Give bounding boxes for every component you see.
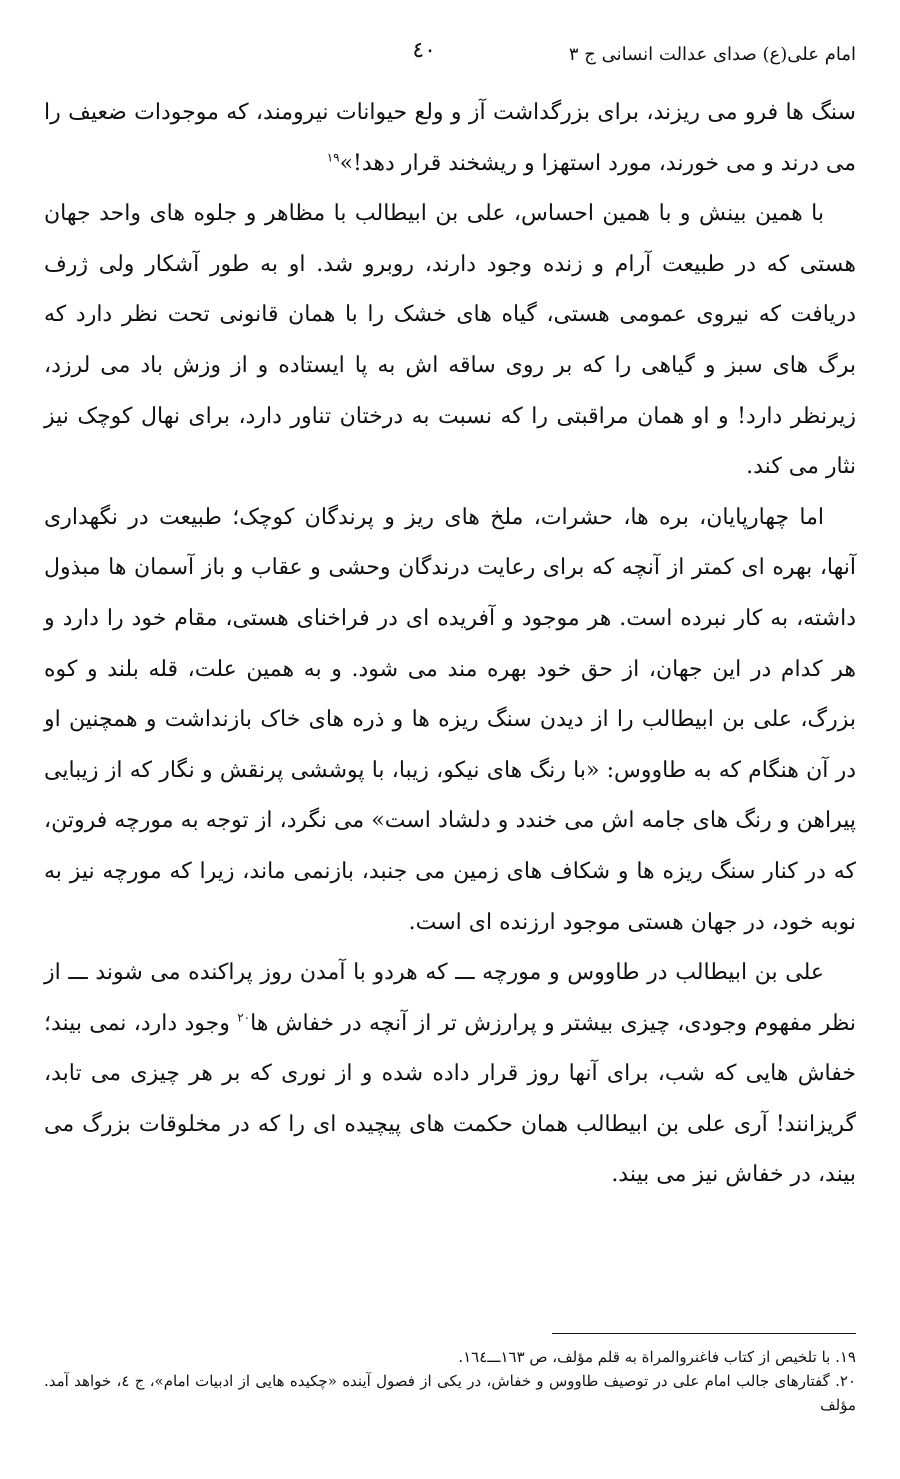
running-head-title: امام علی(ع) صدای عدالت انسانی ج ۳ — [568, 44, 856, 65]
paragraph-text-before-ref: علی بن ابیطالب در طاووس و مورچه ـــ که هردو با آمدن روز پراکنده می شوند ـــ از نظر مفهوم وجودی، چیزی بیشتر و پرارزش تر از آنچه در خفاش ها — [44, 960, 856, 1036]
paragraph-text: سنگ ها فرو می ریزند، برای بزرگداشت آز و ولع حیوانات نیرومند، که موجودات ضعیف را می درند و می خورند، مورد استهزا و ریشخند قرار دهد!» — [44, 100, 856, 176]
paragraph-4 — [44, 948, 856, 1201]
body-text — [44, 88, 856, 1201]
paragraph-1 — [44, 88, 856, 189]
footnote-separator — [552, 1333, 856, 1334]
footnotes — [44, 1345, 856, 1417]
footnote-19: ١٩. با تلخیص از کتاب فاغنروالمراة به قلم مؤلف، ص ١٦٣ـــ١٦٤. — [458, 1348, 856, 1366]
page-header — [44, 38, 856, 74]
footnote-20: ٢٠. گفتارهای جالب امام علی در توصیف طاووس و خفاش، در یکی از فصول آینده «چکیده هایی از ادبیات امام»، ج ٤، خواهد آمد. مؤلف — [44, 1372, 856, 1414]
paragraph-3: اما چهارپایان، بره ها، حشرات، ملخ های ریز و پرندگان کوچک؛ طبیعت در نگهداری آنها، بهره ای کمتر از آنچه که برای رعایت درندگان وحشی و عقاب و باز آسمان ها مبذول داشته، به کار نبرده است. هر موجود و آفریده ای در فراخنای هستی، مقام خود را دارد و هر کدام در این جهان، از حق خود بهره مند می شود. و به همین علت، قله بلند و کوه بزرگ، علی بن ابیطالب را از دیدن سنگ ریزه ها و ذره های خاک بازنداشت و همچنین او در آن هنگام که به طاووس: «با رنگ های نیکو، زیبا، با پوششی پرنقش و نگار که از زیبایی پیراهن و رنگ های جامه اش می خندد و دلشاد است» می نگرد، از توجه به مورچه فروتن، که در کنار سنگ ریزه ها و شکاف های زمین می جنبد، بازنمی ماند، زیرا که مورچه نیز به نوبه خود، در جهان هستی موجود ارزنده ای است. — [44, 504, 856, 935]
paragraph-2: با همین بینش و با همین احساس، علی بن ابیطالب با مظاهر و جلوه های واحد جهان هستی که در طبیعت آرام و زنده وجود دارند، روبرو شد. او به طور آشکار ولی ژرف دریافت که نیروی عمومی هستی، گیاه های خشک را با همان قانونی تحت نظر دارد که برگ های سبز و گیاهی را که بر روی ساقه اش به پا ایستاده و از وزش باد می لرزد، زیرنظر دارد! و او همان مراقبتی را که نسبت به درختان تناور دارد، برای نهال کوچک نیز نثار می کند. — [44, 201, 856, 480]
footnote-reference-20: ۲۰ — [237, 1010, 251, 1025]
paragraph-text-after-ref: وجود دارد، نمی بیند؛ خفاش هایی که شب، برای آنها روز قرار داده شده و از نوری که بر هر چیزی می تابد، گریزانند! آری علی بن ابیطالب همان حکمت های پیچیده ای را که در مخلوقات بزرگ می بیند، در خفاش نیز می بیند. — [44, 1010, 856, 1188]
footnote-reference-19: ۱۹ — [326, 150, 340, 165]
page-number: ٤٠ — [412, 38, 436, 63]
